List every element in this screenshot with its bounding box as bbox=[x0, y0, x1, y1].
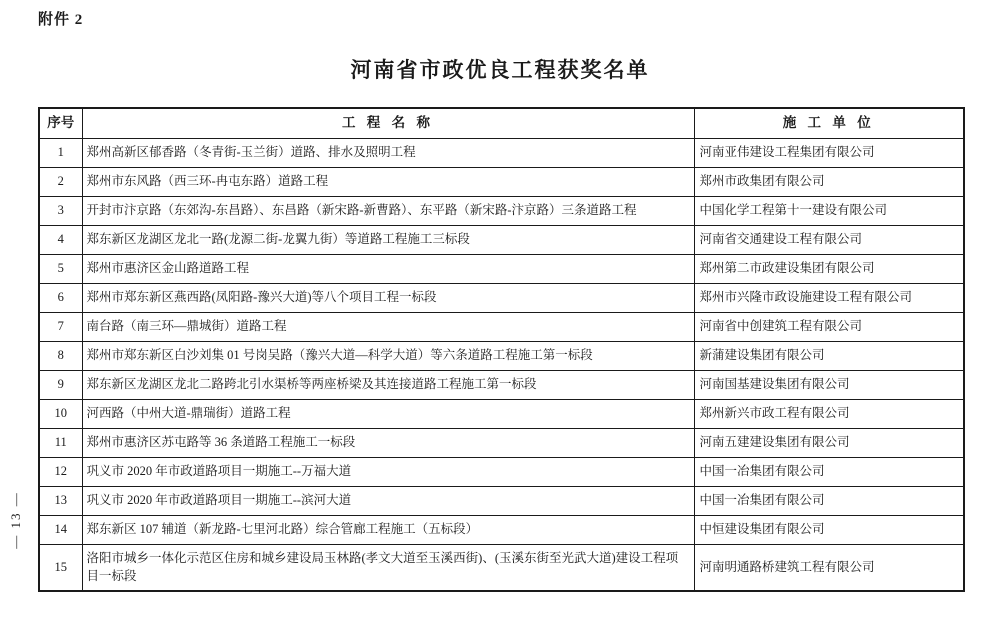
cell-company: 中国一冶集团有限公司 bbox=[694, 457, 964, 486]
cell-no: 13 bbox=[39, 486, 82, 515]
cell-project: 郑州高新区郁香路（冬青街-玉兰街）道路、排水及照明工程 bbox=[82, 138, 694, 167]
cell-project: 巩义市 2020 年市政道路项目一期施工--万福大道 bbox=[82, 457, 694, 486]
cell-no: 6 bbox=[39, 283, 82, 312]
cell-no: 2 bbox=[39, 167, 82, 196]
cell-project: 郑州市东风路（西三环-冉屯东路）道路工程 bbox=[82, 167, 694, 196]
table-row bbox=[39, 544, 964, 591]
cell-project: 郑东新区龙湖区龙北二路跨北引水渠桥等两座桥梁及其连接道路工程施工第一标段 bbox=[82, 370, 694, 399]
cell-company: 郑州市政集团有限公司 bbox=[694, 167, 964, 196]
table-row bbox=[39, 515, 964, 544]
table-header-row bbox=[39, 108, 964, 138]
cell-company: 河南省中创建筑工程有限公司 bbox=[694, 312, 964, 341]
cell-no: 5 bbox=[39, 254, 82, 283]
cell-no: 14 bbox=[39, 515, 82, 544]
header-cell-no: 序号 bbox=[39, 108, 82, 138]
cell-company: 中恒建设集团有限公司 bbox=[694, 515, 964, 544]
table-row bbox=[39, 167, 964, 196]
cell-company: 河南国基建设集团有限公司 bbox=[694, 370, 964, 399]
cell-no: 3 bbox=[39, 196, 82, 225]
table-row bbox=[39, 225, 964, 254]
cell-company: 新蒲建设集团有限公司 bbox=[694, 341, 964, 370]
cell-no: 4 bbox=[39, 225, 82, 254]
cell-project: 郑东新区 107 辅道（新龙路-七里河北路）综合管廊工程施工（五标段） bbox=[82, 515, 694, 544]
table-row bbox=[39, 196, 964, 225]
table-row bbox=[39, 138, 964, 167]
cell-company: 郑州第二市政建设集团有限公司 bbox=[694, 254, 964, 283]
cell-no: 10 bbox=[39, 399, 82, 428]
cell-no: 7 bbox=[39, 312, 82, 341]
cell-no: 11 bbox=[39, 428, 82, 457]
table-row bbox=[39, 486, 964, 515]
table-row bbox=[39, 341, 964, 370]
header-cell-company: 施 工 单 位 bbox=[694, 108, 964, 138]
cell-no: 1 bbox=[39, 138, 82, 167]
table-row bbox=[39, 254, 964, 283]
cell-project: 郑东新区龙湖区龙北一路(龙源二街-龙翼九街）等道路工程施工三标段 bbox=[82, 225, 694, 254]
cell-company: 河南亚伟建设工程集团有限公司 bbox=[694, 138, 964, 167]
cell-company: 河南五建建设集团有限公司 bbox=[694, 428, 964, 457]
cell-company: 河南省交通建设工程有限公司 bbox=[694, 225, 964, 254]
cell-company: 中国化学工程第十一建设有限公司 bbox=[694, 196, 964, 225]
award-table bbox=[38, 107, 965, 592]
page-number: — 13 — bbox=[8, 491, 23, 549]
cell-no: 15 bbox=[39, 544, 82, 591]
cell-no: 8 bbox=[39, 341, 82, 370]
cell-company: 河南明通路桥建筑工程有限公司 bbox=[694, 544, 964, 591]
cell-project: 巩义市 2020 年市政道路项目一期施工--滨河大道 bbox=[82, 486, 694, 515]
header-cell-project: 工 程 名 称 bbox=[82, 108, 694, 138]
cell-project: 郑州市郑东新区燕西路(凤阳路-豫兴大道)等八个项目工程一标段 bbox=[82, 283, 694, 312]
cell-project: 河西路（中州大道-鼎瑞街）道路工程 bbox=[82, 399, 694, 428]
cell-project: 洛阳市城乡一体化示范区住房和城乡建设局玉林路(孝文大道至玉溪西街)、(玉溪东街至光武大道)建设工程项目一标段 bbox=[82, 544, 694, 591]
cell-project: 郑州市惠济区苏屯路等 36 条道路工程施工一标段 bbox=[82, 428, 694, 457]
table-row bbox=[39, 283, 964, 312]
cell-project: 郑州市郑东新区白沙刘集 01 号岗吴路（豫兴大道—科学大道）等六条道路工程施工第一标段 bbox=[82, 341, 694, 370]
table-row bbox=[39, 312, 964, 341]
table-row bbox=[39, 370, 964, 399]
cell-company: 郑州市兴隆市政设施建设工程有限公司 bbox=[694, 283, 964, 312]
cell-no: 12 bbox=[39, 457, 82, 486]
cell-project: 开封市汴京路（东郊沟-东昌路）、东昌路（新宋路-新曹路）、东平路（新宋路-汴京路）三条道路工程 bbox=[82, 196, 694, 225]
page-title: 河南省市政优良工程获奖名单 bbox=[350, 58, 650, 82]
table-row bbox=[39, 399, 964, 428]
cell-project: 郑州市惠济区金山路道路工程 bbox=[82, 254, 694, 283]
cell-company: 郑州新兴市政工程有限公司 bbox=[694, 399, 964, 428]
cell-company: 中国一冶集团有限公司 bbox=[694, 486, 964, 515]
table-row bbox=[39, 428, 964, 457]
cell-project: 南台路（南三环—鼎城街）道路工程 bbox=[82, 312, 694, 341]
cell-no: 9 bbox=[39, 370, 82, 399]
table-row bbox=[39, 457, 964, 486]
attachment-label: 附件 2 bbox=[38, 12, 84, 28]
